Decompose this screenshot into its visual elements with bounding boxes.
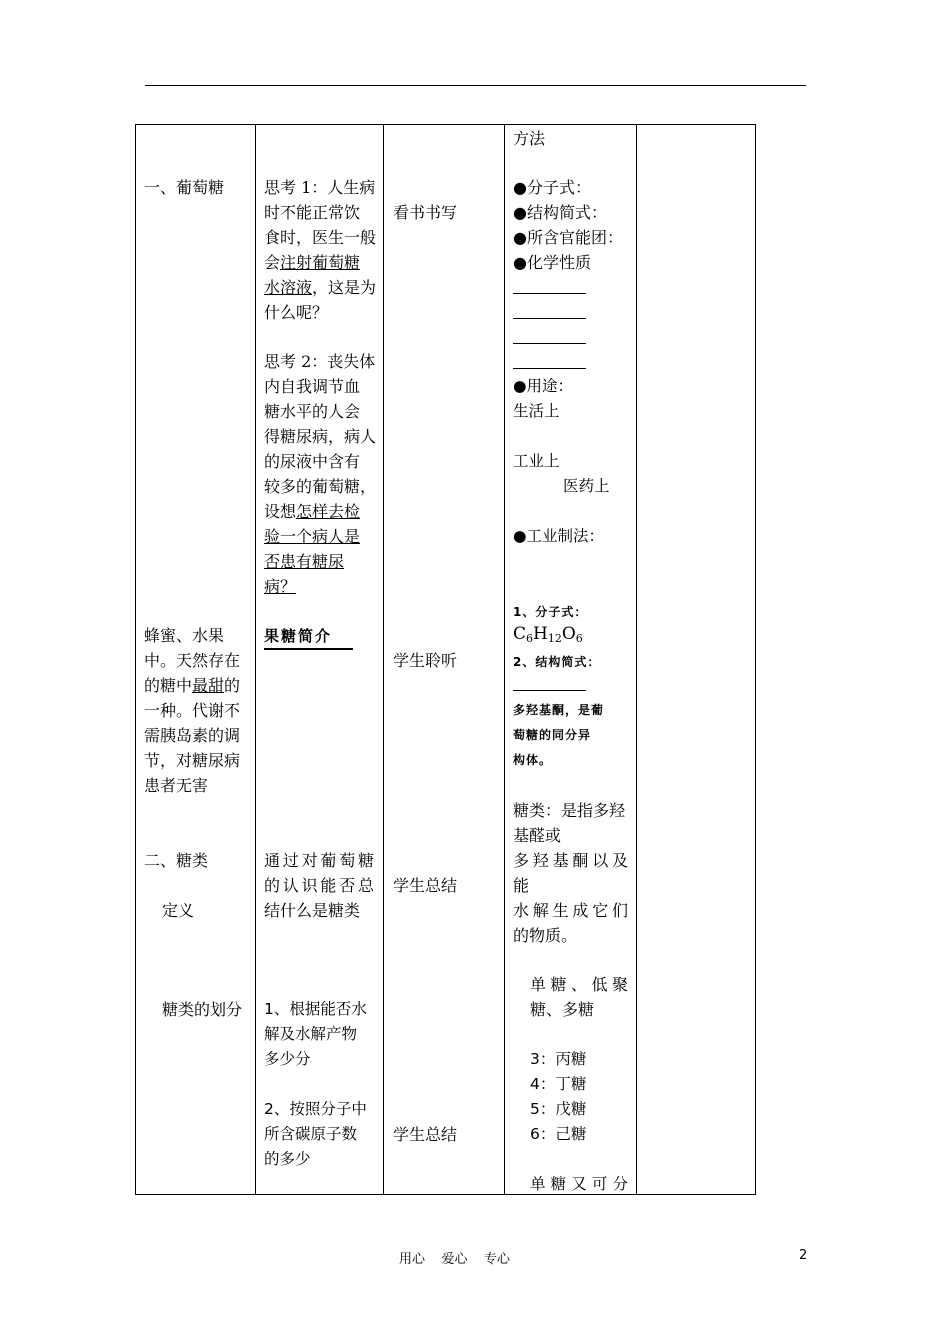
structure-item: ●结构简式：	[513, 203, 607, 222]
daily-use: 生活上	[513, 402, 560, 420]
activity-listen: 学生聆听	[393, 651, 458, 670]
blank-line	[513, 690, 586, 691]
medicine-use: 医药上	[563, 477, 610, 495]
header-rule	[145, 85, 806, 86]
formula-item: ●分子式：	[513, 178, 591, 197]
sugar-heading: 二、糖类	[144, 851, 209, 870]
activity-read-write: 看书书写	[393, 203, 458, 222]
monosaccharide-more: 单糖又可分	[530, 1175, 628, 1193]
blank-line	[513, 293, 586, 294]
glucose-heading: 一、葡萄糖	[144, 178, 225, 197]
fructose-struct-label: 2、结构简式：	[513, 655, 601, 669]
industrial-prep-item: ●工业制法：	[513, 527, 605, 545]
page-number: 2	[799, 1248, 808, 1263]
uses-item: ●用途：	[513, 377, 574, 395]
fructose-title: 果糖简介	[264, 627, 333, 645]
blank-line	[513, 368, 586, 369]
definition-label: 定义	[162, 901, 195, 920]
activity-summarize: 学生总结	[393, 1125, 458, 1144]
classification-label: 糖类的划分	[162, 1000, 243, 1019]
column-divider	[504, 125, 505, 1194]
chem-props-item: ●化学性质	[513, 253, 591, 272]
blank-line	[513, 318, 586, 319]
column-divider	[383, 125, 384, 1194]
functional-group-item: ●所含官能团：	[513, 228, 623, 247]
column-divider	[255, 125, 256, 1194]
fructose-formula: $C_6H_{12}O_6$	[513, 624, 583, 645]
method-label: 方法	[513, 129, 546, 148]
footer-motto: 用心 爱心 专心	[399, 1252, 511, 1267]
industry-use: 工业上	[513, 452, 560, 470]
fructose-title-underline	[264, 648, 353, 650]
column-divider	[636, 125, 637, 1194]
activity-summarize: 学生总结	[393, 876, 458, 895]
fructose-formula-label: 1、分子式：	[513, 605, 588, 619]
blank-line	[513, 343, 586, 344]
